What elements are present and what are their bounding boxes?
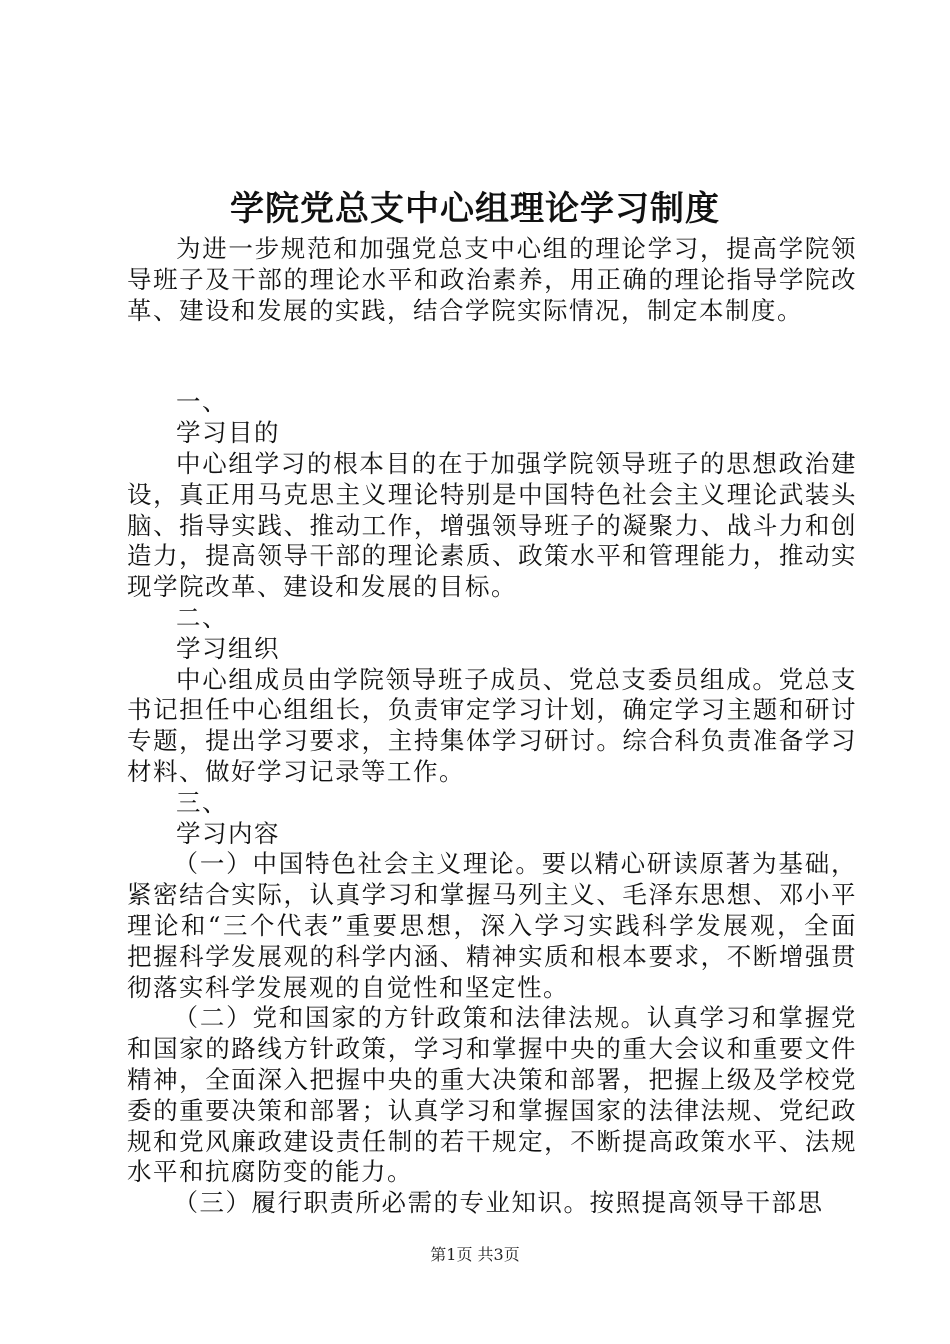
section-3-heading: 学习内容 [176, 818, 280, 848]
section-3-number: 三、 [176, 787, 228, 817]
section-3-paragraph-2: （二）党和国家的方针政策和法律法规。认真学习和掌握党和国家的路线方针政策，学习和掌握中央的重大会议和重要文件精神，全面深入把握中央的重大决策和部署，把握上级及学校党委的重要决策和部署；认真学习和掌握国家的法律法规、党纪政规和党风廉政建设责任制的若干规定，不断提高政策水平、法规水平和抗腐防变的能力。 [127, 1003, 857, 1187]
intro-paragraph: 为进一步规范和加强党总支中心组的理论学习，提高学院领导班子及干部的理论水平和政治素养，用正确的理论指导学院改革、建设和发展的实践，结合学院实际情况，制定本制度。 [127, 234, 857, 325]
section-3-paragraph-3: （三）履行职责所必需的专业知识。按照提高领导干部思 [173, 1188, 824, 1218]
document-body [127, 234, 857, 1219]
section-2-paragraph: 中心组成员由学院领导班子成员、党总支委员组成。党总支书记担任中心组组长，负责审定学习计划，确定学习主题和研讨专题，提出学习要求，主持集体学习研讨。综合科负责准备学习材料、做好学习记录等工作。 [127, 664, 857, 786]
section-2-number: 二、 [176, 602, 228, 632]
section-2-heading: 学习组织 [176, 633, 280, 663]
page-footer: 第1页 共3页 [430, 1245, 520, 1264]
section-1-number: 一、 [176, 387, 228, 417]
document-title: 学院党总支中心组理论学习制度 [230, 189, 720, 229]
spacer [127, 326, 857, 387]
section-1-heading: 学习目的 [176, 418, 280, 448]
section-1-paragraph: 中心组学习的根本目的在于加强学院领导班子的思想政治建设，真正用马克思主义理论特别是中国特色社会主义理论武装头脑、指导实践、推动工作，增强领导班子的凝聚力、战斗力和创造力，提高领导干部的理论素质、政策水平和管理能力，推动实现学院改革、建设和发展的目标。 [127, 448, 857, 602]
section-3-paragraph-1: （一）中国特色社会主义理论。要以精心研读原著为基础，紧密结合实际，认真学习和掌握马列主义、毛泽东思想、邓小平理论和“三个代表”重要思想，深入学习实践科学发展观，全面把握科学发展观的科学内涵、精神实质和根本要求，不断增强贯彻落实科学发展观的自觉性和坚定性。 [127, 849, 857, 1002]
